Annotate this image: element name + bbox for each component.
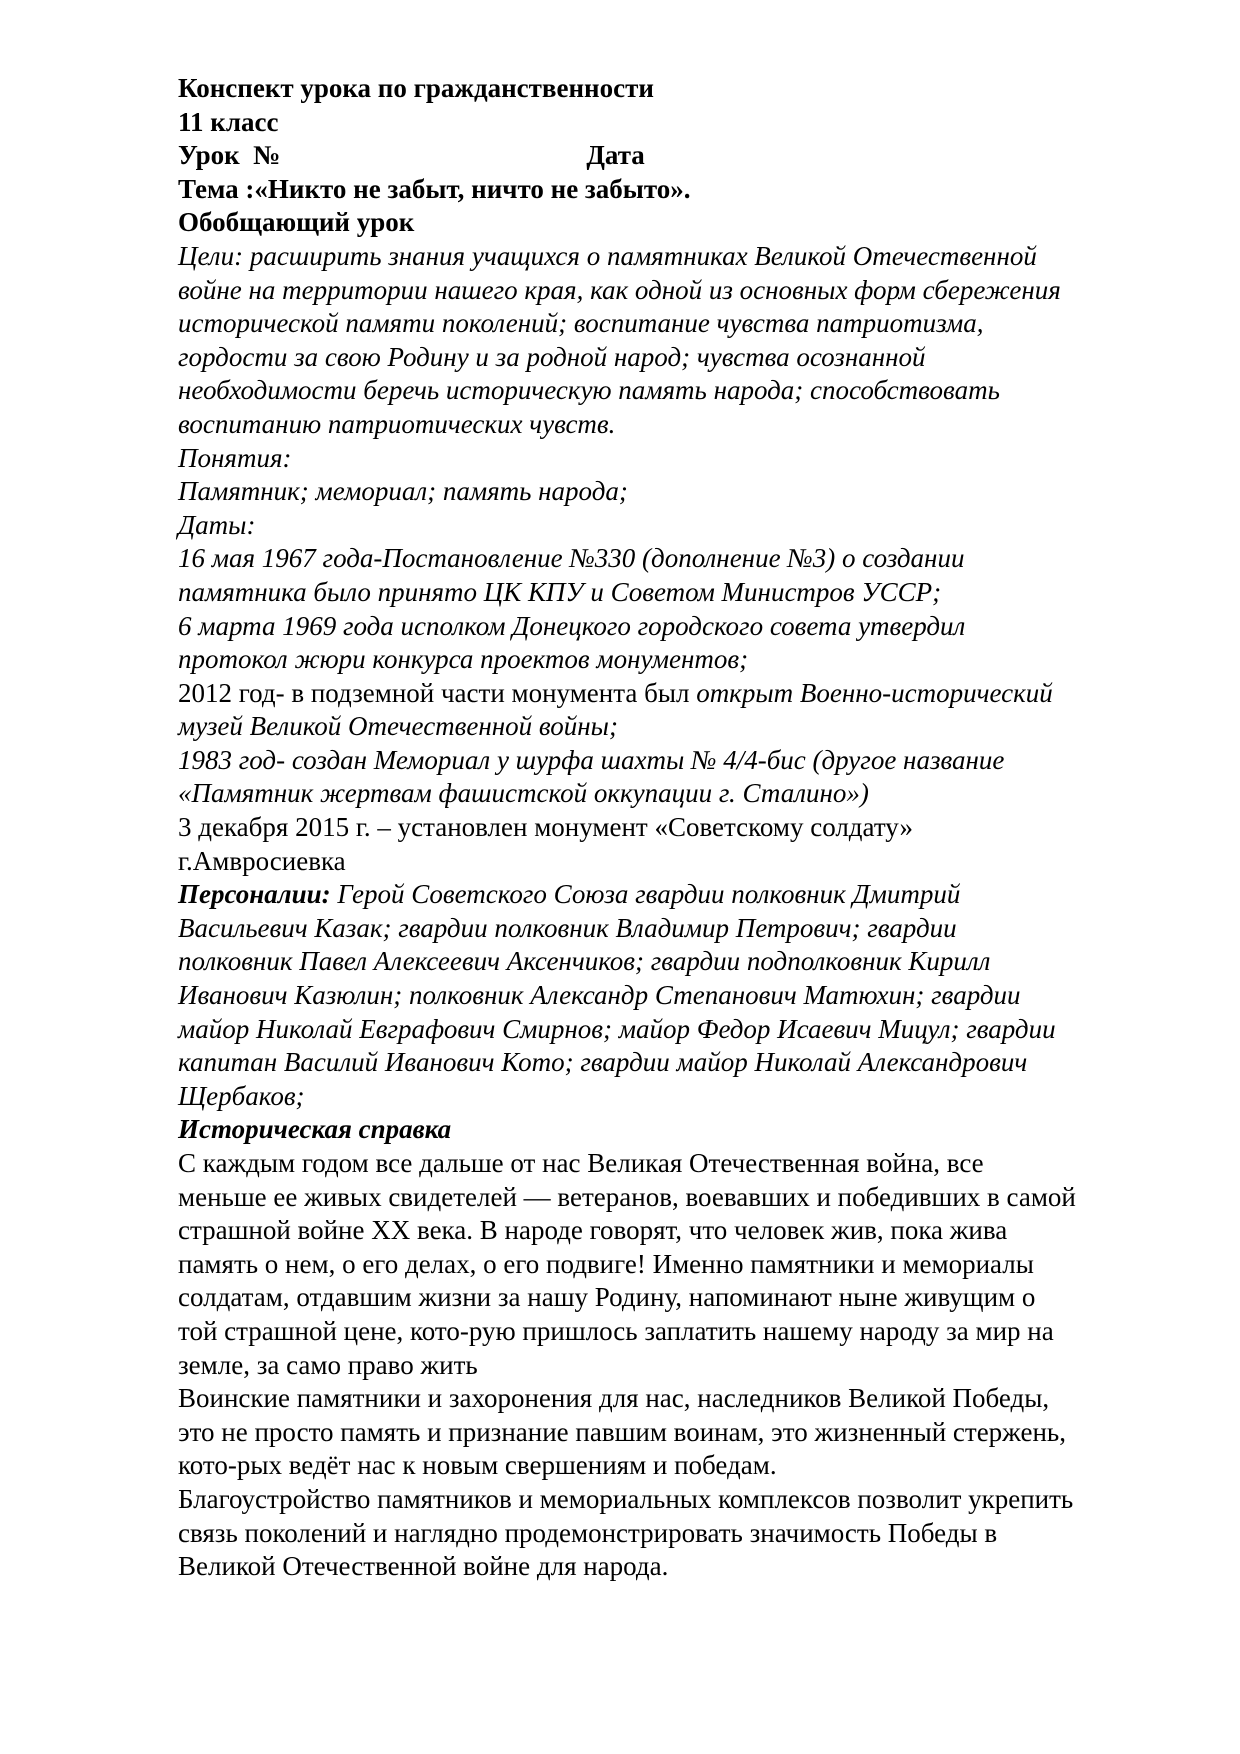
history-heading: Историческая справка	[178, 1114, 452, 1145]
history-line: той страшной цене, кото-рую пришлось заплатить нашему народу за мир на	[178, 1315, 1054, 1346]
history-line: связь поколений и наглядно продемонстрировать значимость Победы в	[178, 1517, 998, 1548]
personalities-line	[178, 878, 1178, 912]
history-line: солдатам, отдавшим жизни за нашу Родину, напоминают ныне живущим о	[178, 1282, 1036, 1313]
concepts-text: Памятник; мемориал; память народа;	[178, 476, 628, 507]
lesson-number-label: Урок №	[178, 140, 281, 171]
date-entry: г.Амвросиевка	[178, 845, 346, 876]
personalities-line: Щербаков;	[178, 1080, 305, 1111]
date-entry: «Памятник жертвам фашистской оккупации г. Сталино»)	[178, 778, 869, 809]
history-line: земле, за само право жить	[178, 1349, 478, 1380]
personalities-heading: Персоналии:	[178, 879, 331, 910]
history-line: Великой Отечественной войне для народа.	[178, 1551, 669, 1582]
grade-label: 11 класс	[178, 106, 279, 137]
date-entry: памятника было принято ЦК КПУ и Советом Министров УССР;	[178, 576, 942, 607]
personalities-line: полковник Павел Алексеевич Аксенчиков; гвардии подполковник Кирилл	[178, 946, 991, 977]
goals-line: исторической памяти поколений; воспитание чувства патриотизма,	[178, 308, 984, 339]
goals-line: войне на территории нашего края, как одной из основных форм сбережения	[178, 274, 1061, 305]
date-entry: 1983 год- создан Мемориал у шурфа шахты № 4/4-бис (другое название	[178, 744, 1005, 775]
goals-line: Цели: расширить знания учащихся о памятниках Великой Отечественной	[178, 240, 1037, 271]
date-entry-italic: открыт Военно-исторический	[696, 677, 1053, 708]
history-line: это не просто память и признание павшим воинам, это жизненный стержень,	[178, 1416, 1066, 1447]
date-entry: 3 декабря 2015 г. – установлен монумент «Советскому солдату»	[178, 812, 913, 843]
goals-line: гордости за свою Родину и за родной народ; чувства осознанной	[178, 341, 926, 372]
personalities-text: Герой Советского Союза гвардии полковник Дмитрий	[330, 879, 961, 910]
dates-heading: Даты:	[178, 509, 256, 540]
personalities-line: Васильевич Казак; гвардии полковник Владимир Петрович; гвардии	[178, 912, 957, 943]
history-line: С каждым годом все дальше от нас Великая Отечественная война, все	[178, 1148, 984, 1178]
personalities-line: майор Николай Евграфович Смирнов; майор Федор Исаевич Мицул; гвардии	[178, 1013, 1056, 1044]
date-entry	[178, 677, 1178, 711]
date-entry: протокол жюри конкурса проектов монументов;	[178, 644, 749, 675]
lesson-type: Обобщающий урок	[178, 207, 415, 238]
goals-line: воспитанию патриотических чувств.	[178, 408, 616, 439]
document-page	[178, 72, 1178, 1584]
history-line: Воинские памятники и захоронения для нас, наследников Великой Победы,	[178, 1383, 1050, 1414]
date-entry: музей Великой Отечественной войны;	[178, 711, 618, 742]
history-line: страшной войне XX века. В народе говорят, что человек жив, пока жива	[178, 1215, 1008, 1246]
date-entry-regular: 2012 год- в подземной части монумента был	[178, 677, 697, 708]
concepts-heading: Понятия:	[178, 442, 292, 473]
personalities-line: Иванович Казюлин; полковник Александр Степанович Матюхин; гвардии	[178, 980, 1021, 1011]
date-entry: 16 мая 1967 года-Постановление №330 (дополнение №3) о создании	[178, 543, 965, 574]
history-line: меньше ее живых свидетелей — ветеранов, воевавших и победивших в самой	[178, 1181, 1076, 1212]
history-line: кото-рых ведёт нас к новым свершениям и победам.	[178, 1450, 777, 1481]
goals-line: необходимости беречь историческую память народа; способствовать	[178, 375, 1000, 406]
date-label: Дата	[586, 140, 645, 171]
lesson-date-row	[178, 139, 1178, 173]
date-entry: 6 марта 1969 года исполком Донецкого городского совета утвердил	[178, 610, 966, 641]
personalities-line: капитан Василий Иванович Кото; гвардии майор Николай Александрович	[178, 1047, 1028, 1078]
lesson-topic: Тема :«Никто не забыт, ничто не забыто».	[178, 173, 691, 204]
document-title: Конспект урока по гражданственности	[178, 73, 654, 103]
history-line: память о нем, о его делах, о его подвиге! Именно памятники и мемориалы	[178, 1248, 1034, 1279]
history-line: Благоустройство памятников и мемориальных комплексов позволит укрепить	[178, 1483, 1074, 1514]
